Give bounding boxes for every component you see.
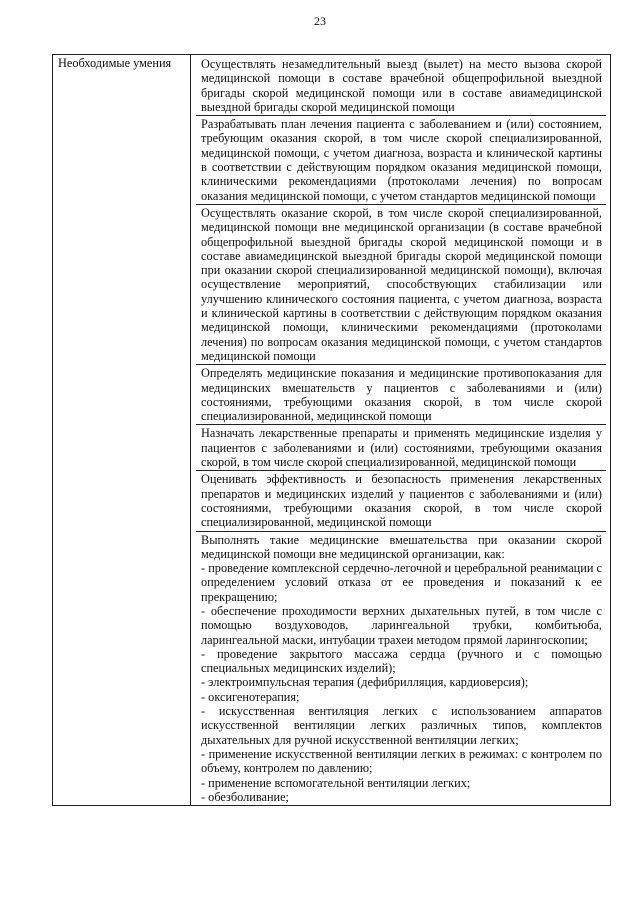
table-row	[53, 55, 611, 806]
interventions-item	[196, 532, 606, 806]
row-label: Необходимые умения	[53, 55, 191, 806]
skill-item: Определять медицинские показания и медицинские противопоказания для медицинских вмешательств у пациентов с заболеваниями и (или) состояниями, требующими оказания скорой, в том числе скорой специализированной, медицинской помощи	[196, 365, 606, 425]
skill-item: Оценивать эффективность и безопасность применения лекарственных препаратов и медицинских изделий у пациентов с заболеваниями и (или) состояниями, требующими оказания скорой, в том числе скорой специализированной, медицинской помощи	[196, 471, 606, 531]
intervention-line: - искусственная вентиляция легких с использованием аппаратов искусственной вентиляции легких различных типов, комплектов дыхательных для ручной искусственной вентиляции легких;	[201, 704, 602, 747]
requirements-table	[52, 54, 611, 806]
page-number: 23	[314, 14, 326, 28]
intervention-line: - обеспечение проходимости верхних дыхательных путей, в том числе с помощью воздуховодов, ларингеальной трубки, комбитьюба, ларингеальной маски, интубации трахеи методом прямой ларингоскопии;	[201, 603, 602, 647]
intervention-line: - обезболивание;	[201, 789, 289, 804]
skills-cell	[191, 55, 611, 806]
skill-item: Осуществлять незамедлительный выезд (вылет) на место вызова скорой медицинской помощи в составе врачебной общепрофильной выездной бригады скорой медицинской помощи или в составе авиамедицинской выездной бригады скорой медицинской помощи	[196, 56, 606, 116]
intervention-line: - проведение закрытого массажа сердца (ручного и с помощью специальных медицинских изделий);	[201, 646, 602, 676]
skill-item: Назначать лекарственные препараты и применять медицинские изделия у пациентов с заболеваниями и (или) состояниями, требующими оказания скорой, в том числе скорой специализированной, медицинской помощи	[196, 425, 606, 471]
intervention-line: - применение вспомогательной вентиляции легких;	[201, 775, 471, 790]
skill-item: Разрабатывать план лечения пациента с заболеванием и (или) состоянием, требующим оказания скорой, в том числе скорой специализированной, медицинской помощи, с учетом диагноза, возраста и клинической картины в соответствии с действующим порядком оказания медицинской помощи, клиническими рекомендациями (протоколами лечения) по вопросам оказания медицинской помощи, с учетом стандартов медицинской помощи	[196, 116, 606, 205]
intervention-line: - применение искусственной вентиляции легких в режимах: с контролем по объему, контролем по давлению;	[201, 746, 602, 776]
skill-item: Осуществлять оказание скорой, в том числе скорой специализированной, медицинской помощи вне медицинской организации (в составе врачебной общепрофильной выездной бригады скорой медицинской помощи и в составе авиамедицинской выездной бригады скорой медицинской помощи при оказании скорой специализированной медицинской помощи), включая осуществление мероприятий, способствующих стабилизации или улучшению клинического состояния пациента, с учетом диагноза, возраста и клинической картины в соответствии с действующим порядком оказания медицинской помощи, клиническими рекомендациями (протоколами лечения) по вопросам оказания медицинской помощи, с учетом стандартов медицинской помощи	[196, 205, 606, 365]
intervention-line: - электроимпульсная терапия (дефибрилляция, кардиоверсия);	[201, 675, 529, 690]
interventions-intro: Выполнять такие медицинские вмешательства при оказании скорой медицинской помощи вне медицинской организации, как:	[201, 532, 602, 561]
intervention-line: - оксигенотерапия;	[201, 689, 300, 704]
intervention-line: - проведение комплексной сердечно-легочной и церебральной реанимации с определением условий отказа от ее проведения и показаний к ее прекращению;	[201, 561, 602, 604]
